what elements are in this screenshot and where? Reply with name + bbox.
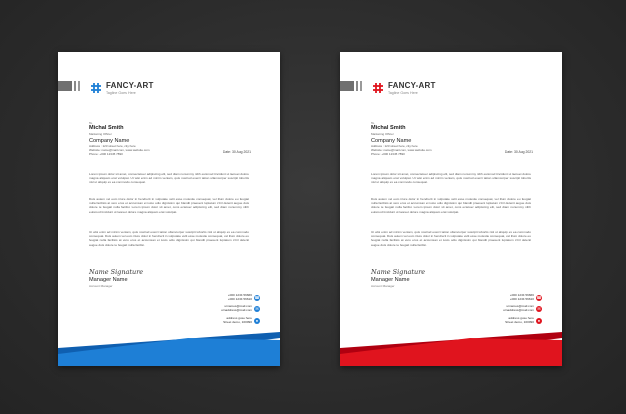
phone-icon: ☎ <box>254 295 260 300</box>
body-paragraph-1: Lorem ipsum dolor sit amet, consectetuer adipiscing elit, sed diam nonummy nibh euismod tincidunt ut laoreet dolore magna aliquam erat volutpat. Ut wisi enim ad minim veniam, quis nostrud exerci tation ullamcorper suscipit lobortis nisl ut aliquip ex ea commodo consequat. <box>89 172 249 185</box>
header-bars <box>58 81 80 91</box>
recipient-name: Michal Smith <box>371 125 406 131</box>
body-paragraph-3: Ut wisi enim ad minim veniam, quis nostrud exerci tation ullamcorper suscipit lobortis nisl ut aliquip ex ea commodo consequat. Duis autem vel eum iriure dolor in hendrerit in vulputate velit esse molestie consequat, vel illum dolore eu feugiat nulla facilisis at vero eros et accumsan et iusto odio dignissim qui blandit praesent luptatum zzril delenit augue duis dolore te feugait nulla facilisi. <box>89 230 249 247</box>
hash-logo-icon <box>90 82 102 94</box>
recipient-phone: Phone: +000 12345 7890 <box>89 151 123 156</box>
header-bars <box>340 81 362 91</box>
to-label: To, <box>89 121 94 125</box>
logo-tagline: Tagline Goes Here <box>388 91 418 95</box>
mail-icon: ✉ <box>537 306 541 311</box>
signature-script: Name Signature <box>89 268 144 276</box>
body-paragraph-1: Lorem ipsum dolor sit amet, consectetuer adipiscing elit, sed diam nonummy nibh euismod tincidunt ut laoreet dolore magna aliquam erat volutpat. Ut wisi enim ad minim veniam, quis nostrud exerci tation ullamcorper suscipit lobortis nisl ut aliquip ex ea commodo consequat. <box>371 172 531 185</box>
body-paragraph-2: Duis autem vel eum iriure dolor in hendrerit in vulputate velit esse molestie consequat, vel illum dolore eu feugiat nulla facilisis at vero eros et accumsan et iusto odio dignissim qui blandit praesent luptatum zzril delenit augue duis dolore te feugait nulla facilisi. Lorem ipsum dolor sit amet, cons ectetuer adipiscing elit, sed diam nonummy nibh euismod tincidunt ut laoreet dolore magna aliquam erat volutpat. <box>89 197 249 214</box>
logo-tagline: Tagline Goes Here <box>106 91 136 95</box>
manager-title: Account Manager <box>89 284 113 288</box>
phone-icon: ☎ <box>536 295 542 300</box>
manager-name: Manager Name <box>89 277 128 283</box>
mail-icon: ✉ <box>255 306 259 311</box>
manager-name: Manager Name <box>371 277 410 283</box>
logo-name: FANCY-ART <box>388 81 436 90</box>
footer-wave <box>58 326 280 366</box>
letterhead-red <box>340 52 562 366</box>
body-paragraph-2: Duis autem vel eum iriure dolor in hendrerit in vulputate velit esse molestie consequat, vel illum dolore eu feugiat nulla facilisis at vero eros et accumsan et iusto odio dignissim qui blandit praesent luptatum zzril delenit augue duis dolore te feugait nulla facilisi. Lorem ipsum dolor sit amet, cons ectetuer adipiscing elit, sed diam nonummy nibh euismod tincidunt ut laoreet dolore magna aliquam erat volutpat. <box>371 197 531 214</box>
recipient-phone: Phone: +000 12345 7890 <box>371 151 405 156</box>
recipient-address: Address : 123 street here, city here <box>371 144 418 148</box>
letter-date: Date: 30 Aug 2021 <box>222 150 251 154</box>
manager-title: Account Manager <box>371 284 395 288</box>
contact-email: urnames@mail.com urnaddress@mail.com <box>221 304 252 312</box>
contact-phone: +000 1234 56666 +000 1234 56610 <box>509 293 534 301</box>
contact-address: address gose here Street demo, 100090 <box>505 316 534 324</box>
recipient-block <box>89 121 150 156</box>
recipient-website: Website: name@mail.com, www.website.com <box>371 147 432 152</box>
contact-address: address gose here Street demo, 100090 <box>223 316 252 324</box>
contact-phone: +000 1234 56666 +000 1234 56610 <box>227 293 252 301</box>
logo-name: FANCY-ART <box>106 81 154 90</box>
location-icon: ● <box>255 318 259 323</box>
recipient-title: Marketing Officer <box>371 132 394 136</box>
letter-date: Date: 30 Aug 2021 <box>504 150 533 154</box>
contact-email: urnames@mail.com urnaddress@mail.com <box>503 304 534 312</box>
recipient-title: Marketing Officer <box>89 132 112 136</box>
hash-logo-icon <box>372 82 384 94</box>
footer-wave <box>340 326 562 366</box>
letterhead-blue <box>58 52 280 366</box>
company-name: Company Name <box>89 138 130 144</box>
recipient-block <box>371 121 432 156</box>
recipient-website: Website: name@mail.com, www.website.com <box>89 147 150 152</box>
recipient-name: Michal Smith <box>89 125 124 131</box>
to-label: To, <box>371 121 376 125</box>
recipient-address: Address : 123 street here, city here <box>89 144 136 148</box>
signature-script: Name Signature <box>371 268 426 276</box>
company-name: Company Name <box>371 138 412 144</box>
body-paragraph-3: Ut wisi enim ad minim veniam, quis nostrud exerci tation ullamcorper suscipit lobortis nisl ut aliquip ex ea commodo consequat. Duis autem vel eum iriure dolor in hendrerit in vulputate velit esse molestie consequat, vel illum dolore eu feugiat nulla facilisis at vero eros et accumsan et iusto odio dignissim qui blandit praesent luptatum zzril delenit augue duis dolore te feugait nulla facilisi. <box>371 230 531 247</box>
location-icon: ● <box>537 318 541 323</box>
